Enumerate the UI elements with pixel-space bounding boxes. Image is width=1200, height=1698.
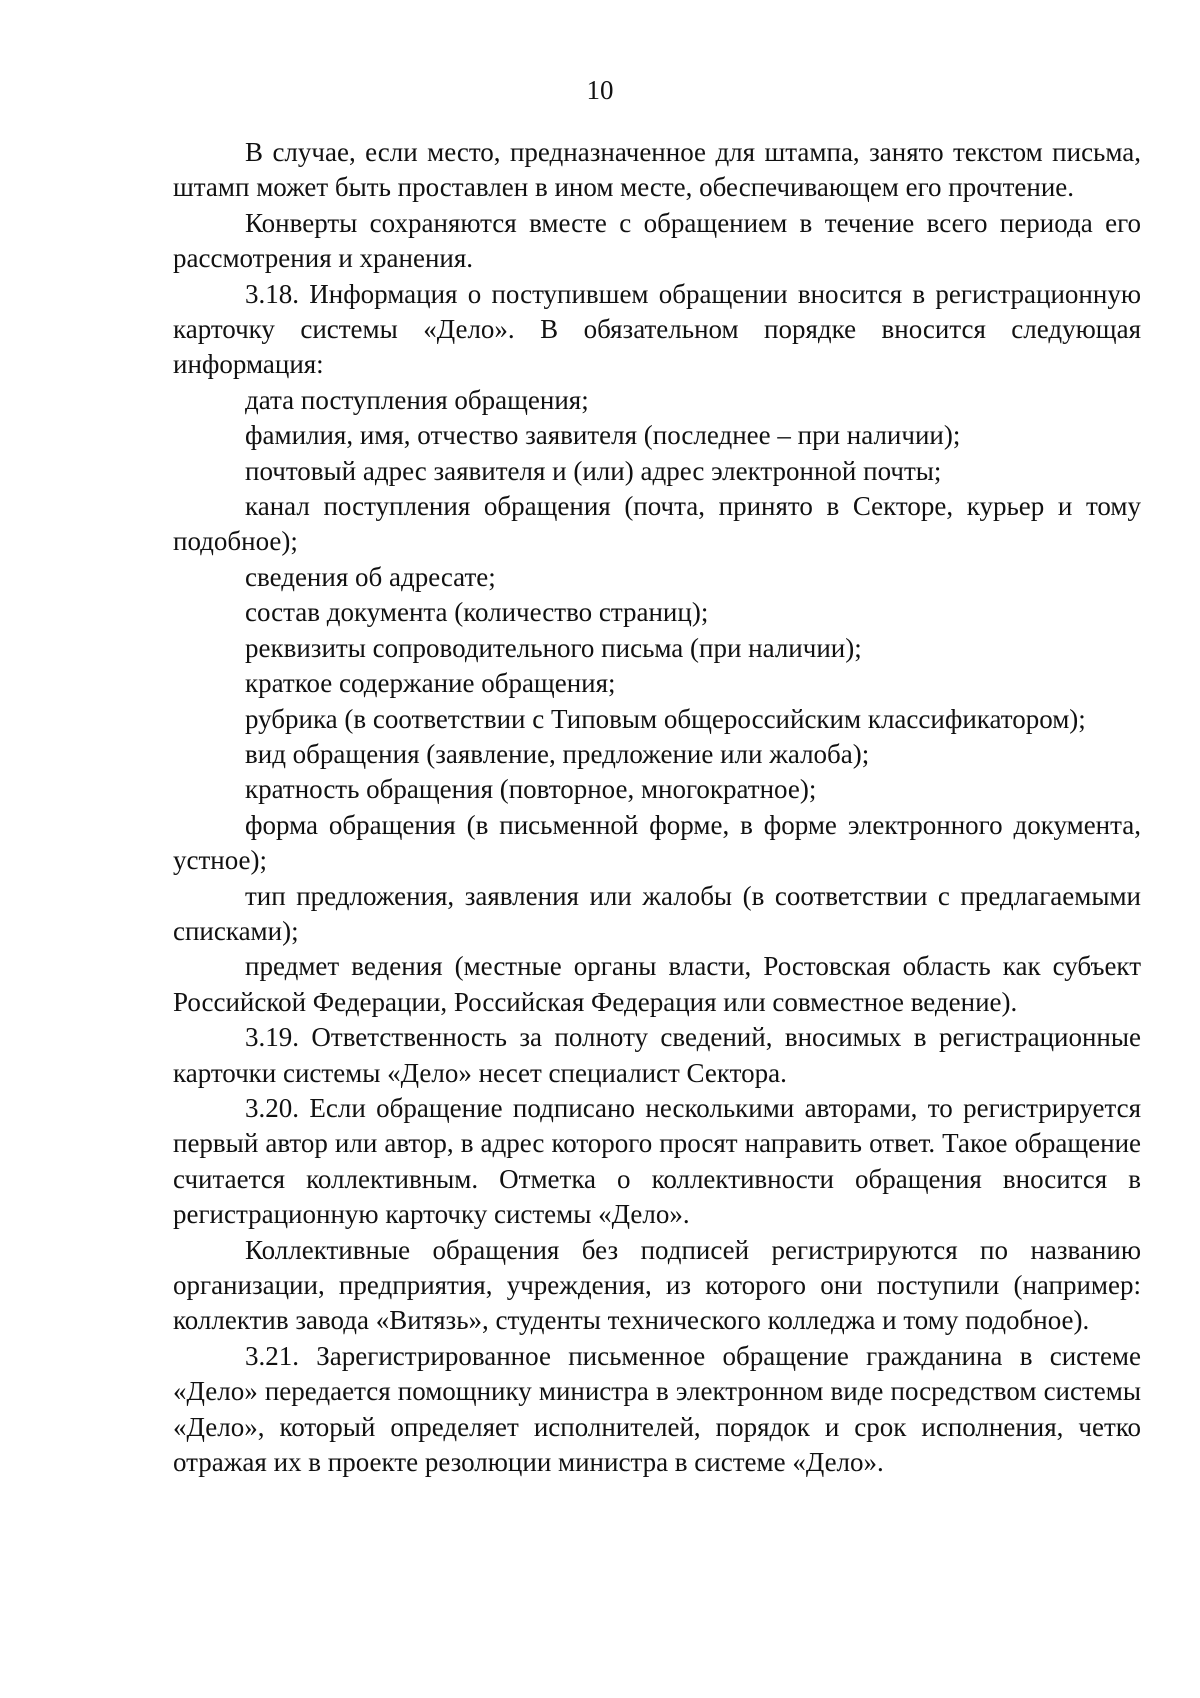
paragraph-3-18: 3.18. Информация о поступившем обращении вносится в регистрационную карточку системы «Дело». В обязательном порядке вносится следующая информация: [173, 278, 1141, 380]
paragraph-envelopes: Конверты сохраняются вместе с обращением в течение всего периода его рассмотрения и хранения. [173, 207, 1141, 274]
paragraph-stamp-placement: В случае, если место, предназначенное для штампа, занято текстом письма, штамп может быть проставлен в ином месте, обеспечивающем его прочтение. [173, 137, 1141, 203]
list-item-applicant-name: фамилия, имя, отчество заявителя (последнее – при наличии); [245, 420, 961, 451]
list-item-receipt-channel: канал поступления обращения (почта, принято в Секторе, курьер и тому подобное); [173, 491, 1141, 557]
document-body [173, 135, 1141, 1480]
paragraph-collective-appeals: Коллективные обращения без подписей регистрируются по названию организации, предприятия, учреждения, из которого они поступили (например: коллектив завода «Витязь», студенты технического колледжа и тому подобное). [173, 1234, 1141, 1336]
paragraph-3-20: 3.20. Если обращение подписано несколькими авторами, то регистрируется первый автор или автор, в адрес которого просят направить ответ. Такое обращение считается коллективным. Отметка о коллективности обращения вносится в регистрационную карточку системы «Дело». [173, 1092, 1141, 1230]
list-item-document-composition: состав документа (количество страниц); [245, 597, 709, 628]
list-item-multiplicity: кратность обращения (повторное, многократное); [245, 774, 817, 805]
paragraph-3-19: 3.19. Ответственность за полноту сведений, вносимых в регистрационные карточки системы «Дело» несет специалист Сектора. [173, 1022, 1141, 1088]
list-item-proposal-type: тип предложения, заявления или жалобы (в соответствии с предлагаемыми списками); [173, 880, 1141, 946]
list-item-addressee: сведения об адресате; [245, 561, 496, 592]
list-item-summary: краткое содержание обращения; [245, 668, 616, 699]
list-item-appeal-type: вид обращения (заявление, предложение или жалоба); [245, 738, 870, 769]
list-item-applicant-address: почтовый адрес заявителя и (или) адрес электронной почты; [245, 455, 942, 486]
list-item-receipt-date: дата поступления обращения; [245, 384, 589, 415]
list-item-cover-letter-details: реквизиты сопроводительного письма (при наличии); [245, 632, 862, 663]
list-item-rubric: рубрика (в соответствии с Типовым общероссийским классификатором); [245, 703, 1086, 734]
list-item-appeal-form: форма обращения (в письменной форме, в форме электронного документа, устное); [173, 809, 1141, 876]
page-number: 10 [586, 75, 614, 105]
paragraph-3-21: 3.21. Зарегистрированное письменное обращение гражданина в системе «Дело» передается помощнику министра в электронном виде посредством системы «Дело», который определяет исполнителей, порядок и срок исполнения, четко отражая их в проекте резолюции министра в системе «Дело». [173, 1340, 1141, 1478]
list-item-jurisdiction: предмет ведения (местные органы власти, Ростовская область как субъект Российской Федерации, Российская Федерация или совместное ведение). [173, 951, 1141, 1017]
